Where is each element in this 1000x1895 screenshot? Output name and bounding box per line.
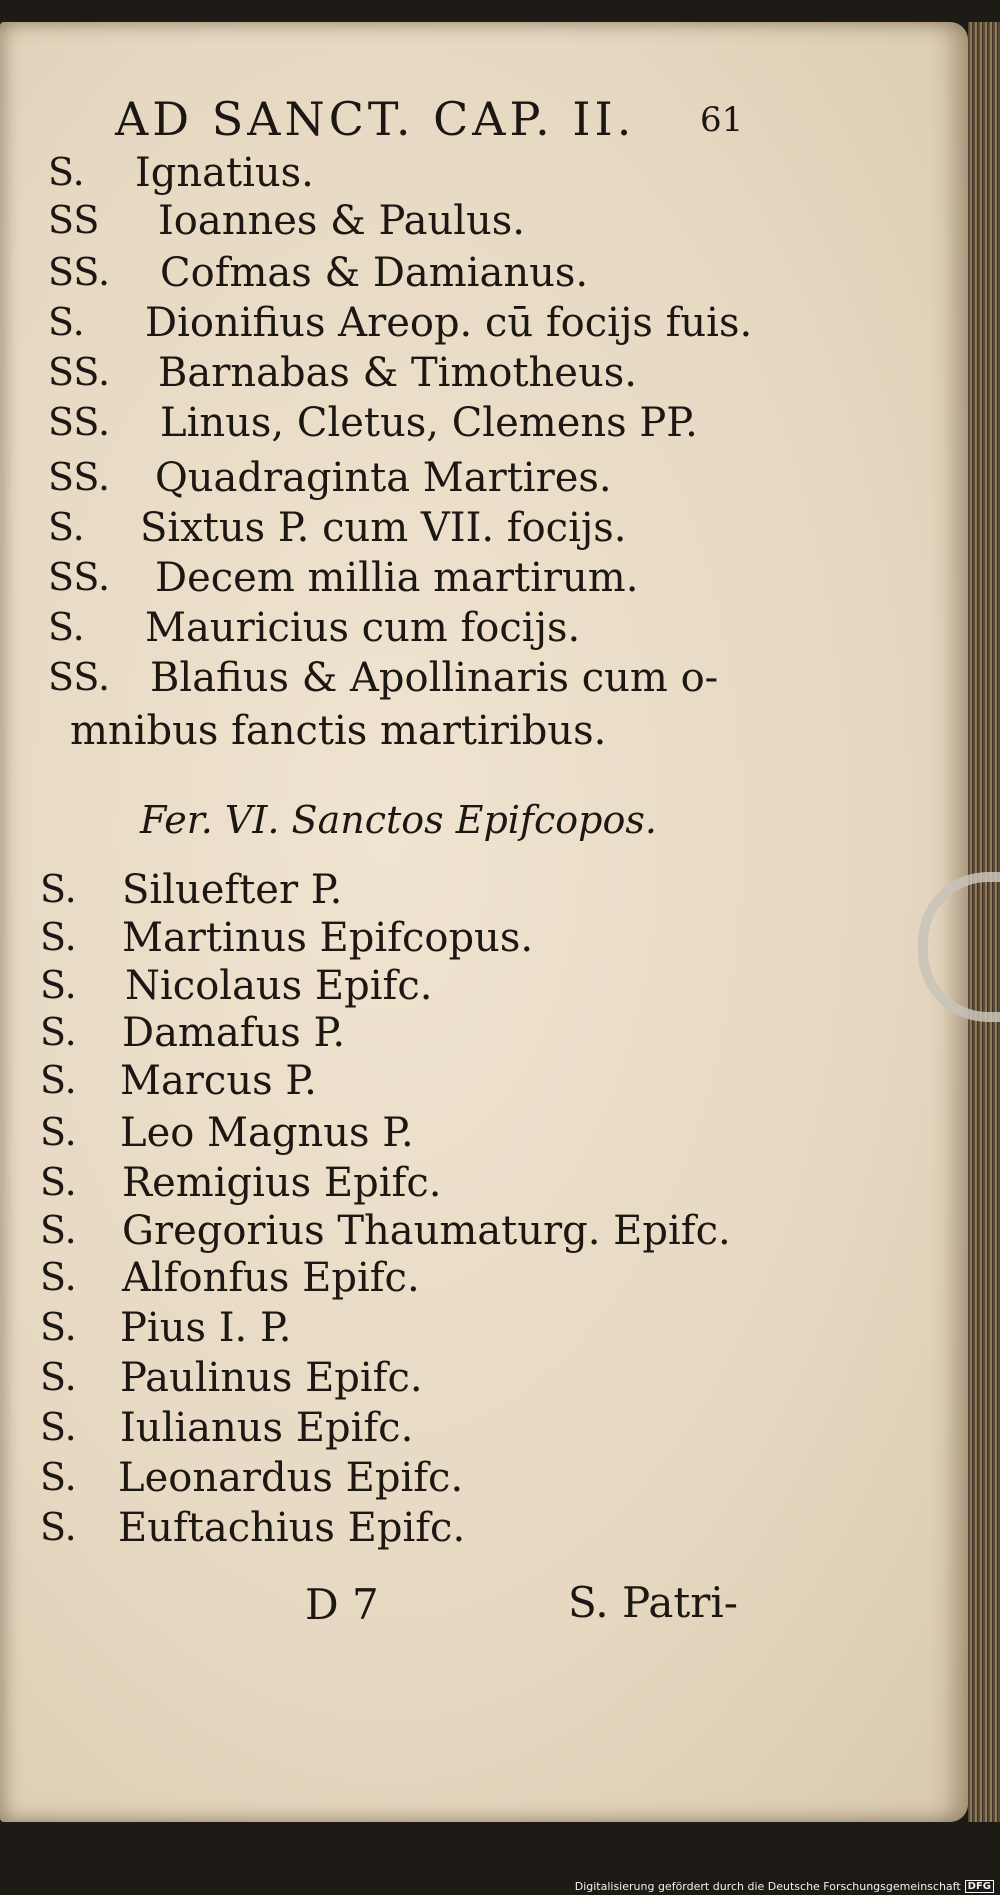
entry-name: Martinus Epifcopus. <box>122 915 534 961</box>
entry-prefix: S. <box>48 300 85 344</box>
entry-name: Iulianus Epifc. <box>120 1405 414 1451</box>
continuation-line: mnibus fanctis martiribus. <box>70 708 607 754</box>
dfg-logo: DFG <box>965 1880 994 1893</box>
entry-prefix: SS. <box>48 455 111 499</box>
entry-name: Quadraginta Martires. <box>155 455 612 501</box>
entry-prefix: S. <box>40 1160 77 1204</box>
entry-prefix: S. <box>48 505 85 549</box>
catchword: S. Patri- <box>568 1578 738 1627</box>
entry-prefix: S. <box>40 1355 77 1399</box>
entry-prefix: S. <box>40 1455 77 1499</box>
entry-name: Leo Magnus P. <box>120 1110 414 1156</box>
entry-prefix: SS <box>48 198 100 242</box>
entry-prefix: SS. <box>48 555 111 599</box>
running-head: AD SANCT. CAP. II. <box>115 92 636 146</box>
entry-name: Nicolaus Epifc. <box>125 963 433 1009</box>
page-number: 61 <box>700 100 744 140</box>
entry-prefix: S. <box>40 1010 77 1054</box>
entry-name: Ioannes & Paulus. <box>158 198 526 244</box>
entry-name: Ignatius. <box>135 150 314 196</box>
entry-name: Paulinus Epifc. <box>120 1355 423 1401</box>
entry-name: Siluefter P. <box>122 867 343 913</box>
entry-name: Cofmas & Damianus. <box>160 250 589 296</box>
footer-credit <box>575 1880 994 1893</box>
entry-name: Gregorius Thaumaturg. Epifc. <box>122 1208 731 1254</box>
entry-prefix: SS. <box>48 655 111 699</box>
entry-prefix: S. <box>40 963 77 1007</box>
entry-name: Sixtus P. cum VII. focijs. <box>140 505 627 551</box>
entry-name: Euftachius Epifc. <box>118 1505 466 1551</box>
entry-prefix: S. <box>40 1305 77 1349</box>
entry-name: Alfonfus Epifc. <box>122 1255 420 1301</box>
entry-prefix: S. <box>40 1255 77 1299</box>
entry-name: Mauricius cum focijs. <box>145 605 581 651</box>
entry-prefix: S. <box>40 915 77 959</box>
entry-name: Blafius & Apollinaris cum o- <box>150 655 719 701</box>
entry-prefix: S. <box>40 867 77 911</box>
entry-prefix: S. <box>48 605 85 649</box>
footer-text: Digitalisierung gefördert durch die Deutsche Forschungsgemeinschaft <box>574 1880 961 1893</box>
entry-prefix: S. <box>40 1208 77 1252</box>
entry-prefix: S. <box>40 1058 77 1102</box>
section-subheading: Fer. VI. Sanctos Epifcopos. <box>140 798 657 842</box>
entry-name: Decem millia martirum. <box>155 555 639 601</box>
entry-name: Marcus P. <box>120 1058 317 1104</box>
entry-name: Leonardus Epifc. <box>118 1455 464 1501</box>
entry-prefix: S. <box>40 1110 77 1154</box>
entry-name: Damafus P. <box>122 1010 346 1056</box>
entry-name: Dionifius Areop. cū focijs fuis. <box>145 300 753 346</box>
entry-name: Pius I. P. <box>120 1305 292 1351</box>
entry-prefix: SS. <box>48 350 111 394</box>
signature-mark: D 7 <box>305 1580 379 1629</box>
entry-prefix: S. <box>48 150 85 194</box>
entry-prefix: S. <box>40 1405 77 1449</box>
entry-prefix: SS. <box>48 250 111 294</box>
entry-name: Linus, Cletus, Clemens PP. <box>160 400 698 446</box>
entry-prefix: S. <box>40 1505 77 1549</box>
entry-prefix: SS. <box>48 400 111 444</box>
entry-name: Barnabas & Timotheus. <box>158 350 637 396</box>
entry-name: Remigius Epifc. <box>122 1160 442 1206</box>
